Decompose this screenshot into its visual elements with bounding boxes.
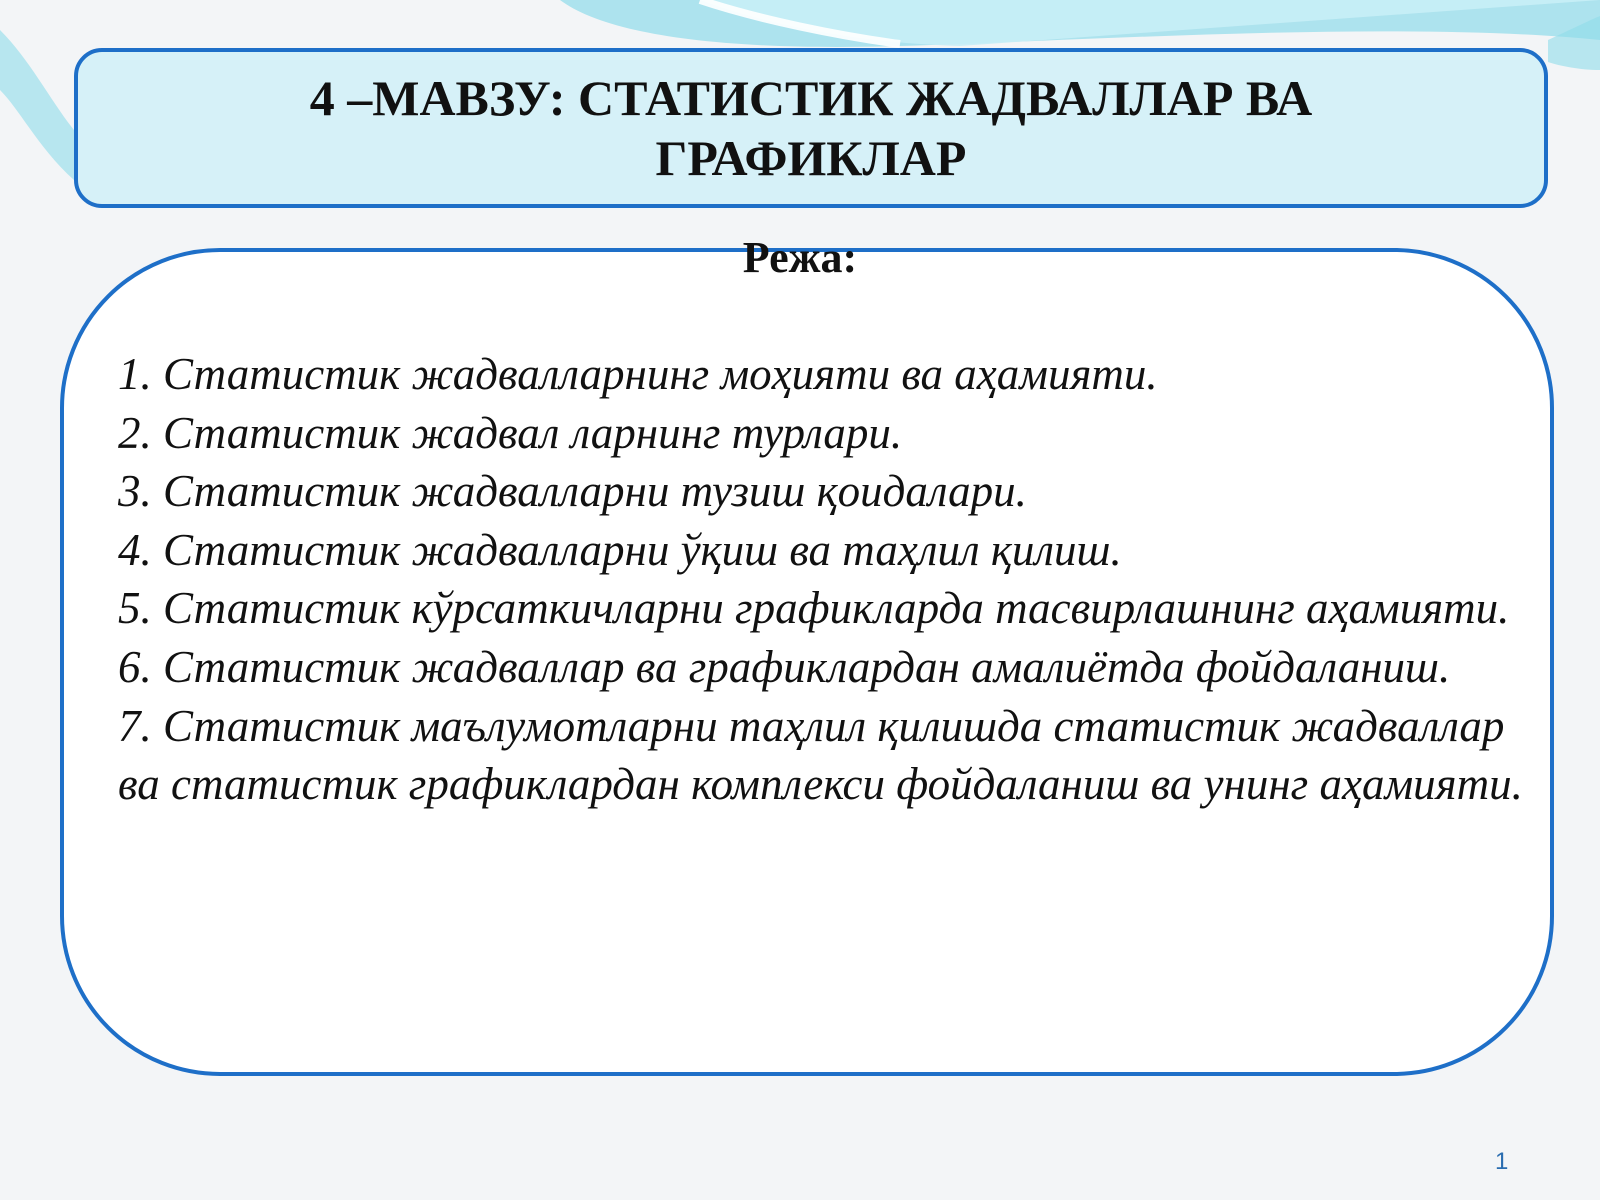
title-box <box>74 48 1548 208</box>
plan-item-2: 2. Статистик жадвал ларнинг турлари. <box>118 407 903 458</box>
slide-number: 1 <box>1495 1148 1509 1175</box>
plan-item-4: 4. Статистик жадвалларни ўқиш ва таҳлил қилиш. <box>118 524 1122 575</box>
plan-item-3: 3. Статистик жадвалларни тузиш қоидалари. <box>118 466 1027 517</box>
slide-title: 4 –МАВЗУ: СТАТИСТИК ЖАДВАЛЛАР ВА ГРАФИКЛАР <box>309 70 1313 186</box>
plan-item-5: 5. Статистик кўрсаткичларни графикларда тасвирлашнинг аҳамияти. <box>118 583 1510 634</box>
plan-heading: Режа: <box>742 233 858 282</box>
plan-item-7: 7. Статистик маълумотларни таҳлил қилишда статистик жадваллар ва статистик графиклардан комплекси фойдаланиш ва унинг аҳамияти. <box>118 700 1523 810</box>
plan-item-1: 1. Статистик жадвалларнинг моҳияти ва аҳамияти. <box>118 349 1158 399</box>
plan-list <box>118 345 1538 814</box>
plan-item-6: 6. Статистик жадваллар ва графиклардан амалиётда фойдаланиш. <box>118 641 1451 692</box>
